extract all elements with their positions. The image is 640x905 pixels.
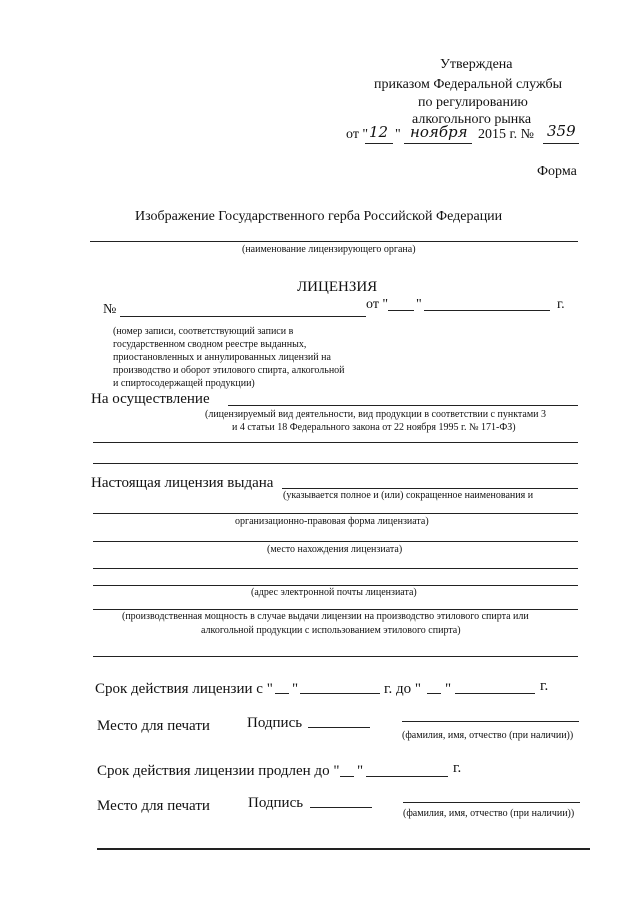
issued-line-2: [93, 513, 578, 514]
record-hint-1: (номер записи, соответствующий записи в: [113, 326, 294, 337]
fio-hint-2: (фамилия, имя, отчество (при наличии)): [403, 808, 575, 819]
validity-day-line: [275, 693, 289, 694]
extended-label: Срок действия лицензии продлен до ": [97, 763, 340, 779]
number-line: [120, 316, 366, 317]
issuer-line: [90, 241, 578, 242]
license-title: ЛИЦЕНЗИЯ: [297, 279, 378, 295]
number-sign: №: [103, 302, 117, 317]
issued-hint-6: алкогольной продукции с использованием этилового спирта): [201, 625, 461, 636]
signature-label-1: Подпись: [247, 715, 303, 731]
issued-line-4: [93, 568, 578, 569]
fio-line-1: [402, 721, 579, 722]
issued-line-6: [93, 609, 578, 610]
approval-month-line: [404, 143, 472, 144]
signature-line-1: [308, 727, 370, 728]
validity-month-line-2: [455, 693, 535, 694]
activity-label: На осуществление: [91, 391, 210, 407]
issued-line-3: [93, 541, 578, 542]
activity-line-2: [93, 442, 578, 443]
activity-line: [228, 405, 578, 406]
record-hint-2: государственном сводном реестре выданных,: [113, 339, 307, 350]
issued-hint-4: (адрес электронной почты лицензиата): [251, 587, 417, 598]
number-from: от ": [366, 297, 389, 312]
approval-line-3: по регулированию: [418, 95, 528, 110]
record-hint-3: приостановленных и аннулированных лицензий на: [113, 352, 331, 363]
number-quote: ": [416, 297, 422, 312]
approval-line-4: алкогольного рынка: [412, 112, 532, 127]
validity-quote-2: ": [445, 681, 452, 697]
issuer-hint: (наименование лицензирующего органа): [242, 244, 416, 255]
validity-day-line-2: [427, 693, 441, 694]
extended-year: г.: [453, 760, 462, 776]
approval-line-2: приказом Федеральной службы: [374, 77, 562, 92]
stamp-place-2: Место для печати: [97, 798, 210, 814]
activity-hint-2: и 4 статьи 18 Федерального закона от 22 ноября 1995 г. № 171-ФЗ): [232, 422, 516, 433]
number-day-line: [388, 310, 414, 311]
signature-line-2: [310, 807, 372, 808]
approval-number-line: [543, 143, 579, 144]
issued-line-5: [93, 585, 578, 586]
fio-line-2: [403, 802, 580, 803]
extended-day-line: [340, 776, 354, 777]
number-month-line: [424, 310, 550, 311]
extended-month-line: [366, 776, 448, 777]
validity-month-line: [300, 693, 380, 694]
approval-month: ноября: [410, 123, 468, 141]
issued-hint-1: (указывается полное и (или) сокращенное наименования и: [283, 490, 534, 501]
issued-hint-5: (производственная мощность в случае выдачи лицензии на производство этилового спирта или: [122, 611, 529, 622]
approval-quote-close: ": [395, 127, 401, 142]
approval-order-number: 359: [547, 122, 576, 140]
validity-label: Срок действия лицензии с ": [95, 681, 273, 697]
issued-line: [282, 488, 578, 489]
record-hint-4: производство и оборот этилового спирта, алкогольной: [113, 365, 345, 376]
validity-to: г. до ": [384, 681, 421, 697]
emblem-caption: Изображение Государственного герба Российской Федерации: [135, 209, 503, 224]
record-hint-5: и спиртосодержащей продукции): [113, 378, 255, 389]
extended-quote: ": [357, 763, 364, 779]
approval-year: 2015 г. №: [478, 127, 535, 142]
validity-year: г.: [540, 678, 549, 694]
approval-day: 12: [369, 123, 389, 141]
stamp-place-1: Место для печати: [97, 718, 210, 734]
fio-hint-1: (фамилия, имя, отчество (при наличии)): [402, 730, 574, 741]
approval-day-line: [365, 143, 393, 144]
issued-label: Настоящая лицензия выдана: [91, 475, 274, 491]
approval-date-prefix: от ": [346, 127, 369, 142]
signature-label-2: Подпись: [248, 795, 304, 811]
issued-hint-3: (место нахождения лицензиата): [267, 544, 403, 555]
bottom-rule: [97, 848, 590, 850]
activity-line-3: [93, 463, 578, 464]
issued-line-7: [93, 656, 578, 657]
issued-hint-2: организационно-правовая форма лицензиата): [235, 516, 429, 527]
activity-hint-1: (лицензируемый вид деятельности, вид продукции в соответствии с пунктами 3: [205, 409, 547, 420]
validity-quote: ": [292, 681, 299, 697]
form-label: Форма: [537, 164, 577, 179]
approval-line-1: Утверждена: [440, 57, 513, 72]
number-year: г.: [557, 297, 565, 312]
